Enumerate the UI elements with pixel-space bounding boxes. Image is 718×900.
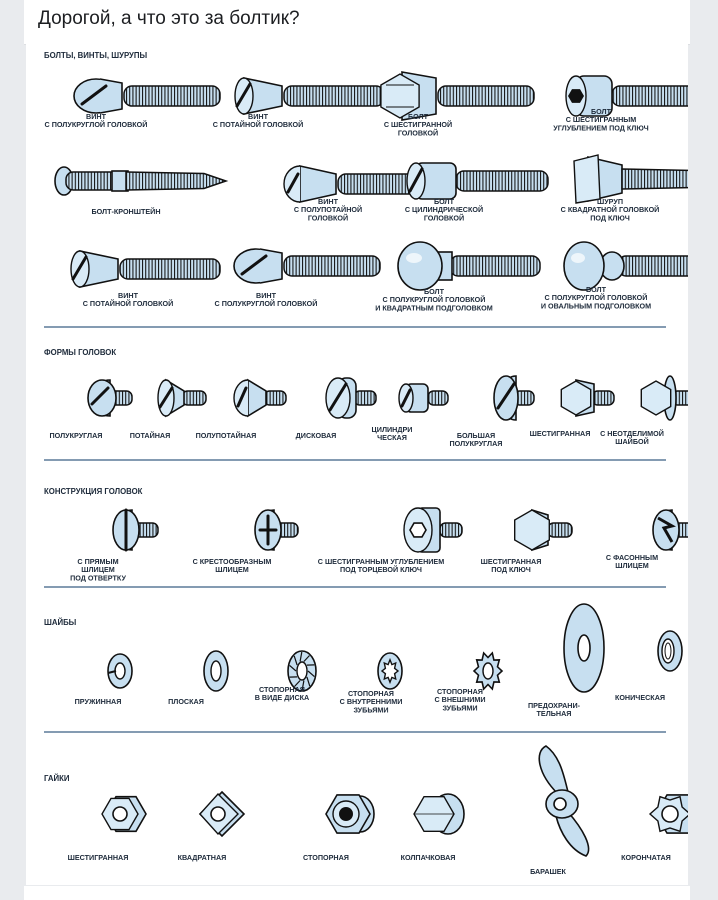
- external-tooth-washer-icon: [474, 653, 502, 689]
- item-label: ВИНТ: [86, 112, 106, 121]
- item-label: БОЛТ: [423, 287, 445, 296]
- item-label: ВИНТ: [248, 112, 268, 121]
- item-label: ЗУБЬЯМИ: [442, 703, 478, 713]
- item-label: ШАЙБОЙ: [615, 437, 649, 447]
- castle-nut-icon: [650, 795, 688, 833]
- item-label: ТЕЛЬНАЯ: [536, 709, 572, 719]
- lock-nut-icon: [326, 795, 374, 833]
- item-label: ПЛОСКАЯ: [168, 697, 204, 706]
- item-label: С ПОЛУПОТАЙНОЙ: [293, 205, 363, 215]
- section-title: БОЛТЫ, ВИНТЫ, ШУРУПЫ: [44, 51, 148, 60]
- hanger-bolt-icon: [55, 167, 226, 195]
- round-slot-screw-icon: [74, 79, 220, 113]
- item-label: С КВАДРАТНОЙ ГОЛОВКОЙ: [560, 205, 660, 215]
- item-label: ШЕСТИГРАННАЯ: [67, 853, 129, 862]
- item-label: ПОЛУПОТАЙНАЯ: [195, 431, 257, 440]
- round-slot-screw-icon: [234, 249, 380, 283]
- item-label: ГОЛОВКОЙ: [423, 213, 465, 223]
- oval-neck-bolt-icon: [564, 242, 688, 290]
- item-label: С ШЕСТИГРАННОЙ: [383, 120, 453, 130]
- truss-head-icon: [494, 376, 534, 420]
- item-label: БОЛТ: [585, 285, 607, 294]
- item-label: ВИНТ: [118, 291, 138, 300]
- pan-head-icon: [326, 378, 376, 418]
- item-label: СТОПОРНАЯ: [437, 687, 483, 696]
- hex-head-icon: [561, 380, 614, 416]
- item-label: ШУРУП: [596, 197, 624, 206]
- item-label: КОРОНЧАТАЯ: [621, 853, 671, 862]
- item-label: С ПОЛУКРУГЛОЙ ГОЛОВКОЙ: [382, 295, 486, 305]
- item-label: ДИСКОВАЯ: [295, 431, 337, 440]
- item-label: С ПОЛУКРУГЛОЙ ГОЛОВКОЙ: [214, 299, 318, 309]
- post-footer: [24, 886, 690, 900]
- fillister-head-icon: [399, 384, 448, 412]
- hex-socket-drive-icon: [404, 508, 462, 552]
- flat-head-icon: [158, 380, 206, 416]
- item-label: ГОЛОВКОЙ: [397, 128, 439, 138]
- item-label: ПОД ТОРЦЕВОЙ КЛЮЧ: [340, 565, 422, 575]
- item-label: ЧЕСКАЯ: [377, 433, 407, 443]
- item-label: ПОД ОТВЕРТКУ: [70, 573, 126, 583]
- square-nut-icon: [200, 792, 244, 836]
- item-label: УГЛУБЛЕНИЕМ ПОД КЛЮЧ: [553, 123, 649, 133]
- section-title: ФОРМЫ ГОЛОВОК: [44, 348, 117, 357]
- hex-drive-icon: [515, 510, 572, 550]
- item-label: С ВНЕШНИМИ: [434, 695, 486, 705]
- item-label: И ОВАЛЬНЫМ ПОДГОЛОВКОМ: [540, 301, 652, 311]
- item-label: ВИНТ: [256, 291, 276, 300]
- item-label: БОЛТ: [407, 112, 429, 121]
- slotted-drive-icon: [113, 510, 158, 550]
- fender-washer-icon: [564, 604, 604, 692]
- post-header: [24, 0, 690, 45]
- one-way-drive-icon: [653, 510, 688, 550]
- post-title: Дорогой, а что это за болтик?: [38, 8, 300, 29]
- item-label: С НЕОТДЕЛИМОЙ: [600, 429, 664, 438]
- item-label: БОЛТ: [590, 107, 612, 116]
- item-label: ГОЛОВКОЙ: [307, 213, 349, 223]
- wing-nut-icon: [539, 746, 588, 856]
- item-label: С ШЕСТИГРАННЫМ УГЛУБЛЕНИЕМ: [317, 557, 445, 566]
- lag-screw-icon: [574, 155, 688, 203]
- item-label: БОЛТ: [433, 197, 455, 206]
- item-label: С ВНУТРЕННИМИ: [339, 697, 403, 707]
- section-title: ШАЙБЫ: [44, 618, 77, 627]
- item-label: ПОЛУКРУГЛАЯ: [49, 431, 103, 440]
- item-label: СТОПОРНАЯ: [259, 685, 305, 694]
- item-label: ЗУБЬЯМИ: [353, 705, 389, 715]
- item-label: И КВАДРАТНЫМ ПОДГОЛОВКОМ: [375, 303, 493, 313]
- item-label: С ПОТАЙНОЙ ГОЛОВКОЙ: [82, 299, 174, 309]
- hex-washer-head-icon: [641, 376, 688, 420]
- socket-bolt-icon: [566, 76, 688, 116]
- item-label: ПОД КЛЮЧ: [491, 565, 531, 575]
- item-label: КОНИЧЕСКАЯ: [614, 693, 666, 702]
- item-label: ШЛИЦЕМ: [81, 565, 115, 575]
- hex-nut-icon: [102, 797, 146, 832]
- conical-washer-icon: [658, 631, 682, 671]
- round-head-icon: [88, 380, 132, 416]
- item-label: ПОТАЙНАЯ: [129, 431, 171, 440]
- item-label: ШЛИЦЕМ: [215, 565, 249, 575]
- flat-washer-icon: [204, 651, 228, 691]
- item-label: ЦИЛИНДРИ: [371, 425, 413, 434]
- spring-washer-icon: [108, 654, 132, 688]
- cheese-bolt-icon: [407, 163, 548, 199]
- item-label: ШЛИЦЕМ: [615, 561, 649, 571]
- item-label: ПРУЖИННАЯ: [74, 697, 122, 706]
- item-label: ПОД КЛЮЧ: [590, 213, 630, 223]
- item-label: С ШЕСТИГРАННЫМ: [565, 115, 637, 125]
- item-label: В ВИДЕ ДИСКА: [254, 693, 310, 703]
- phillips-drive-icon: [255, 510, 298, 550]
- fasteners-chart: [26, 44, 688, 885]
- oval-head-icon: [234, 380, 286, 416]
- section-title: КОНСТРУКЦИЯ ГОЛОВОК: [44, 487, 143, 496]
- item-label: С ПОТАЙНОЙ ГОЛОВКОЙ: [212, 120, 304, 130]
- item-label: ШЕСТИГРАННАЯ: [480, 557, 542, 566]
- internal-tooth-washer-icon: [378, 653, 402, 689]
- item-label: КВАДРАТНАЯ: [177, 853, 227, 862]
- countersunk-screw-icon: [71, 251, 220, 287]
- item-label: СТОПОРНАЯ: [348, 689, 394, 698]
- item-label: СТОПОРНАЯ: [303, 853, 349, 862]
- cap-nut-icon: [414, 794, 464, 834]
- item-label: С ФАСОННЫМ: [605, 553, 659, 562]
- item-label: С КРЕСТООБРАЗНЫМ: [192, 557, 272, 566]
- section-title: ГАЙКИ: [44, 774, 70, 783]
- item-label: С ПОЛУКРУГЛОЙ ГОЛОВКОЙ: [544, 293, 648, 303]
- item-label: БАРАШЕК: [530, 867, 566, 876]
- post-image[interactable]: [26, 44, 688, 885]
- item-label: С ПРЯМЫМ: [77, 557, 119, 566]
- item-label: С ПОЛУКРУГЛОЙ ГОЛОВКОЙ: [44, 120, 148, 130]
- item-label: ПРЕДОХРАНИ-: [527, 701, 581, 710]
- item-label: БОЛЬШАЯ: [456, 431, 496, 440]
- item-label: С ЦИЛИНДРИЧЕСКОЙ: [404, 205, 484, 215]
- item-label: БОЛТ-КРОНШТЕЙН: [91, 207, 161, 216]
- item-label: ПОЛУКРУГЛАЯ: [449, 439, 503, 449]
- carriage-bolt-icon: [398, 242, 540, 290]
- item-label: ВИНТ: [318, 197, 338, 206]
- item-label: КОЛПАЧКОВАЯ: [400, 853, 456, 862]
- hex-bolt-icon: [381, 72, 534, 120]
- item-label: ШЕСТИГРАННАЯ: [529, 429, 591, 438]
- countersunk-screw-icon: [235, 78, 384, 114]
